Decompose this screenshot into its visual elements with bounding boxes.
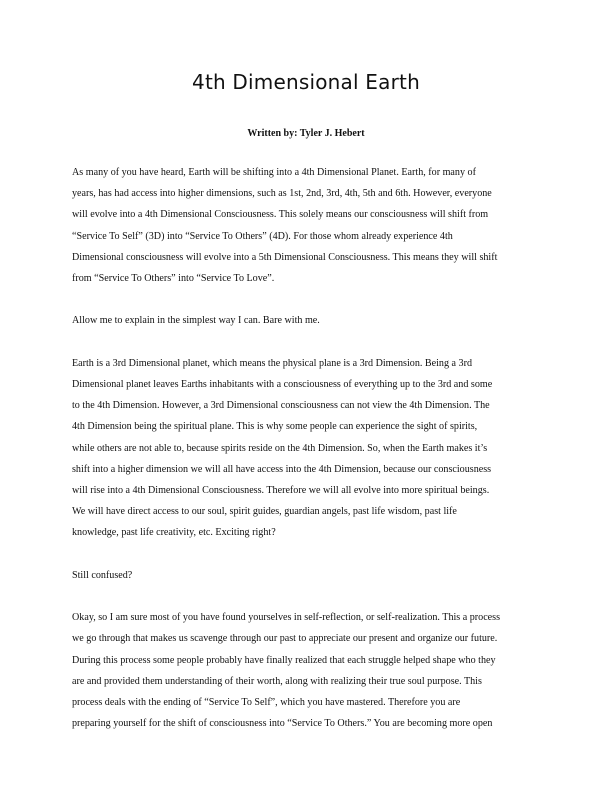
text-line: years, has had access into higher dimensions, such as 1st, 2nd, 3rd, 4th, 5th and 6th. However, everyone [72,188,492,200]
body-paragraph [72,565,542,586]
text-line: process deals with the ending of “Service To Self”, which you have mastered. Therefore you are [72,697,461,709]
text-line: Dimensional consciousness will evolve into a 5th Dimensional Consciousness. This means they will shift [72,251,498,263]
text-line: will evolve into a 4th Dimensional Consciousness. This solely means our consciousness will shift from [72,209,489,221]
text-line: shift into a higher dimension we will all have access into the 4th Dimension, because our consciousness [72,463,492,475]
text-line: knowledge, past life creativity, etc. Exciting right? [72,527,276,539]
text-line: are and provided them understanding of their worth, along with realizing their true soul purpose. This [72,675,482,687]
text-line: As many of you have heard, Earth will be shifting into a 4th Dimensional Planet. Earth, for many of [72,167,476,178]
text-line: we go through that makes us scavenge through our past to appreciate our present and organize our future. [72,633,498,645]
text-line: Okay, so I am sure most of you have found yourselves in self-reflection, or self-realization. This a process [72,612,501,624]
text-line: to the 4th Dimension. However, a 3rd Dimensional consciousness can not view the 4th Dimension. The [72,400,490,412]
document-body [72,162,542,756]
text-line: 4th Dimension being the spiritual plane. This is why some people can experience the sight of spirits, [72,421,478,433]
text-line: while others are not able to, because spirits reside on the 4th Dimension. So, when the Earth makes it’s [72,442,488,454]
text-line: Earth is a 3rd Dimensional planet, which means the physical plane is a 3rd Dimension. Being a 3rd [72,357,473,369]
text-line: from “Service To Others” into “Service To Love”. [72,273,275,285]
text-line: “Service To Self” (3D) into “Service To Others” (4D). For those whom already experience 4th [72,230,453,242]
text-line: will rise into a 4th Dimensional Consciousness. Therefore we will all evolve into more spiritual beings. [72,485,490,497]
text-line: We will have direct access to our soul, spirit guides, guardian angels, past life wisdom, past life [72,506,457,518]
text-line: During this process some people probably have finally realized that each struggle helped shape who they [72,654,496,666]
text-line: preparing yourself for the shift of consciousness into “Service To Others.” You are becoming more open [72,718,493,730]
text-line: Allow me to explain in the simplest way I can. Bare with me. [72,315,320,327]
author-byline: Written by: Tyler J. Hebert [247,128,365,139]
body-paragraph [72,310,542,331]
text-line: Still confused? [72,569,133,581]
document-title: 4th Dimensional Earth [192,70,420,94]
body-paragraph [72,607,542,734]
body-paragraph [72,353,542,544]
text-line: Dimensional planet leaves Earths inhabitants with a consciousness of everything up to the 3rd and some [72,379,493,390]
body-paragraph [72,162,542,289]
